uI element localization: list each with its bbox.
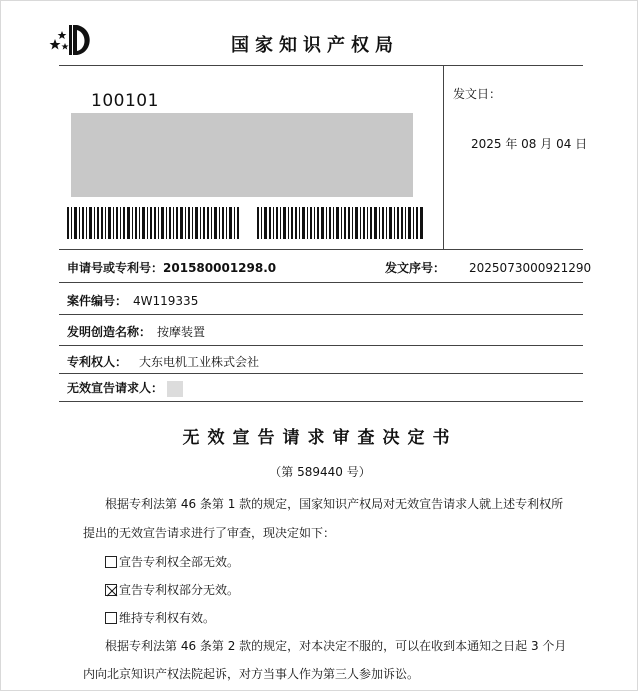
barcode-left xyxy=(67,207,239,239)
decision-number: （第 589440 号） xyxy=(269,465,371,479)
redacted-requester xyxy=(167,381,183,397)
invention-label: 发明创造名称： xyxy=(67,325,152,339)
para2-line2: 内向北京知识产权法院起诉，对方当事人作为第三人参加诉讼。 xyxy=(83,667,420,681)
invention-row xyxy=(67,323,205,340)
invention-name: 按摩装置 xyxy=(157,325,206,339)
option-label: 维持专利权有效。 xyxy=(119,611,216,625)
redacted-address xyxy=(71,113,413,197)
patentee: 大东电机工业株式会社 xyxy=(139,355,260,369)
case-no: 4W119335 xyxy=(133,294,199,308)
issue-date-label: 发文日： xyxy=(453,87,502,101)
para1-line2: 提出的无效宣告请求进行了审查，现决定如下： xyxy=(83,526,336,540)
application-no-label: 申请号或专利号： xyxy=(67,261,164,275)
requester-label: 无效宣告请求人： xyxy=(67,381,164,395)
option-maintain-valid xyxy=(105,609,215,626)
checkbox-checked xyxy=(105,584,117,596)
option-label: 宣告专利权全部无效。 xyxy=(119,555,240,569)
serial-no-label: 发文序号： xyxy=(385,261,446,275)
fields-top-divider xyxy=(59,249,583,250)
application-no-row xyxy=(67,259,276,276)
date-column-divider xyxy=(443,65,444,249)
para2-line1: 根据专利法第 46 条第 2 款的规定，对本决定不服的，可以在收到本通知之日起 3 个月 xyxy=(105,639,567,653)
para1-line1: 根据专利法第 46 条第 1 款的规定，国家知识产权局对无效宣告请求人就上述专利权所 xyxy=(105,497,564,511)
cnipa-logo-icon xyxy=(49,23,97,57)
row-divider-4 xyxy=(59,373,583,374)
option-invalidate-partial xyxy=(105,581,239,598)
patentee-row xyxy=(67,353,259,370)
checkbox-unchecked xyxy=(105,612,117,624)
check-x-icon xyxy=(106,585,118,597)
postal-code: 100101 xyxy=(91,91,159,111)
option-invalidate-all xyxy=(105,553,239,570)
barcode-right xyxy=(257,207,423,239)
checkbox-unchecked xyxy=(105,556,117,568)
row-divider-1 xyxy=(59,282,583,283)
issue-date: 2025 年 08 月 04 日 xyxy=(471,137,588,151)
option-label: 宣告专利权部分无效。 xyxy=(119,583,240,597)
application-no: 201580001298.0 xyxy=(163,261,277,275)
row-divider-2 xyxy=(59,314,583,315)
serial-no-row xyxy=(385,259,591,276)
office-name: 国家知识产权局 xyxy=(231,35,399,56)
fields-bottom-divider xyxy=(59,401,583,402)
patentee-label: 专利权人： xyxy=(67,355,128,369)
header-divider xyxy=(59,65,583,66)
case-no-label: 案件编号： xyxy=(67,294,128,308)
requester-row xyxy=(67,379,183,397)
decision-title: 无效宣告请求审查决定书 xyxy=(182,428,458,448)
serial-no: 2025073000921290 xyxy=(469,261,592,275)
case-no-row xyxy=(67,292,198,309)
row-divider-3 xyxy=(59,345,583,346)
